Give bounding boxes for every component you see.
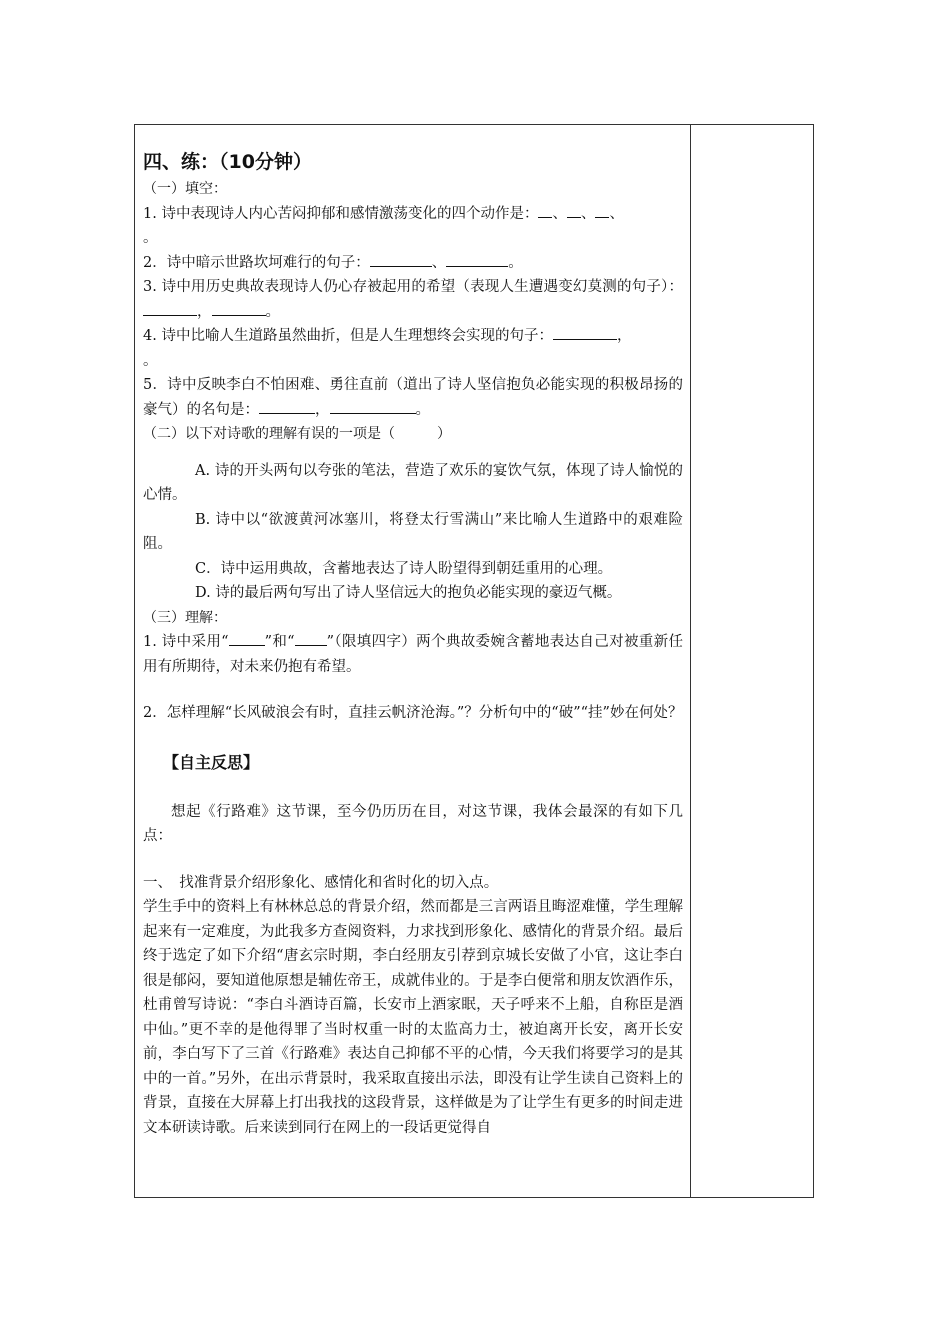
column-divider bbox=[690, 125, 691, 1197]
understanding-1: 1. 诗中采用“ ”和“ ”（限填四字）两个典故委婉含蓄地表达自己对被重新任用有所期待，对未来仍抱有希望。 bbox=[143, 630, 683, 679]
answer-blank[interactable] bbox=[212, 301, 266, 316]
question-2: 2．诗中暗示世路坎坷难行的句子： 、 。 bbox=[143, 251, 683, 276]
option-b[interactable]: B. 诗中以“欲渡黄河冰塞川，将登太行雪满山”来比喻人生道路中的艰难险阻。 bbox=[143, 511, 683, 552]
answer-blank[interactable] bbox=[330, 399, 416, 414]
answer-blank[interactable] bbox=[567, 203, 581, 218]
part2-title: （二）以下对诗歌的理解有误的一项是（ ） bbox=[143, 426, 451, 442]
question-3: 3. 诗中用历史典故表现诗人仍心存被起用的希望（表现人生遭遇变幻莫测的句子）：， 。 bbox=[143, 279, 683, 320]
part3-title: （三）理解： bbox=[143, 609, 227, 626]
option-a[interactable]: A. 诗的开头两句以夸张的笔法，营造了欢乐的宴饮气氛，体现了诗人愉悦的心情。 bbox=[143, 462, 683, 503]
answer-blank[interactable] bbox=[143, 301, 197, 316]
answer-blank[interactable] bbox=[370, 252, 432, 267]
reflection-title: 【自主反思】 bbox=[163, 752, 260, 772]
answer-blank[interactable] bbox=[295, 631, 327, 646]
reflection-intro: 想起《行路难》这节课，至今仍历历在目，对这节课，我体会最深的有如下几点： bbox=[143, 803, 683, 844]
answer-blank[interactable] bbox=[538, 203, 552, 218]
question-5: 5．诗中反映李白不怕困难、勇往直前（道出了诗人坚信抱负必能实现的积极昂扬的豪气）的名句是： ， 。 bbox=[143, 377, 683, 418]
question-4: 4. 诗中比喻人生道路虽然曲折，但是人生理想终会实现的句子： ， bbox=[143, 324, 683, 349]
answer-blank[interactable] bbox=[259, 399, 315, 414]
answer-blank[interactable] bbox=[446, 252, 508, 267]
part1-title: （一）填空： bbox=[143, 181, 227, 197]
reflection-point-1-body: 学生手中的资料上有林林总总的背景介绍，然而都是三言两语且晦涩难懂，学生理解起来有一定难度，为此我多方查阅资料，力求找到形象化、感情化的背景介绍。最后终于选定了如下介绍“唐玄宗时期，李白经朋友引荐到京城长安做了小官，这让李白很是郁闷，要知道他原想是辅佐帝王，成就伟业的。于是李白便常和朋友饮酒作乐，杜甫曾写诗说：“李白斗酒诗百篇，长安市上酒家眠，天子呼来不上船，自称臣是酒中仙。”更不幸的是他得罪了当时权重一时的太监高力士，被迫离开长安，离开长安前，李白写下了三首《行路难》表达自己抑郁不平的心情，今天我们将要学习的是其中的一首。”另外，在出示背景时，我采取直接出示法，即没有让学生读自己资料上的背景，直接在大屏幕上打出我找的这段背景，这样做是为了让学生有更多的时间走进文本研读诗歌。后来读到同行在网上的一段话更觉得自 bbox=[143, 899, 683, 1136]
option-c[interactable]: C．诗中运用典故，含蓄地表达了诗人盼望得到朝廷重用的心理。 bbox=[195, 560, 613, 577]
answer-blank[interactable] bbox=[553, 325, 617, 340]
answer-blank[interactable] bbox=[229, 631, 265, 646]
worksheet-table bbox=[134, 124, 814, 1198]
question-1: 1. 诗中表现诗人内心苦闷抑郁和感情激荡变化的四个动作是： 、 、 、 bbox=[143, 202, 683, 227]
option-d[interactable]: D. 诗的最后两句写出了诗人坚信远大的抱负必能实现的豪迈气概。 bbox=[195, 585, 622, 601]
main-cell bbox=[143, 147, 683, 1140]
understanding-2: 2．怎样理解“长风破浪会有时，直挂云帆济沧海。”？分析句中的“破”“挂”妙在何处？ bbox=[143, 705, 683, 721]
question-4-tail: 。 bbox=[143, 352, 158, 369]
reflection-point-1-title: 一、 找准背景介绍形象化、感情化和省时化的切入点。 bbox=[143, 874, 499, 891]
question-1-tail: 。 bbox=[143, 230, 158, 246]
section-heading: 四、练：（10分钟） bbox=[143, 151, 312, 173]
answer-blank[interactable] bbox=[595, 203, 609, 218]
